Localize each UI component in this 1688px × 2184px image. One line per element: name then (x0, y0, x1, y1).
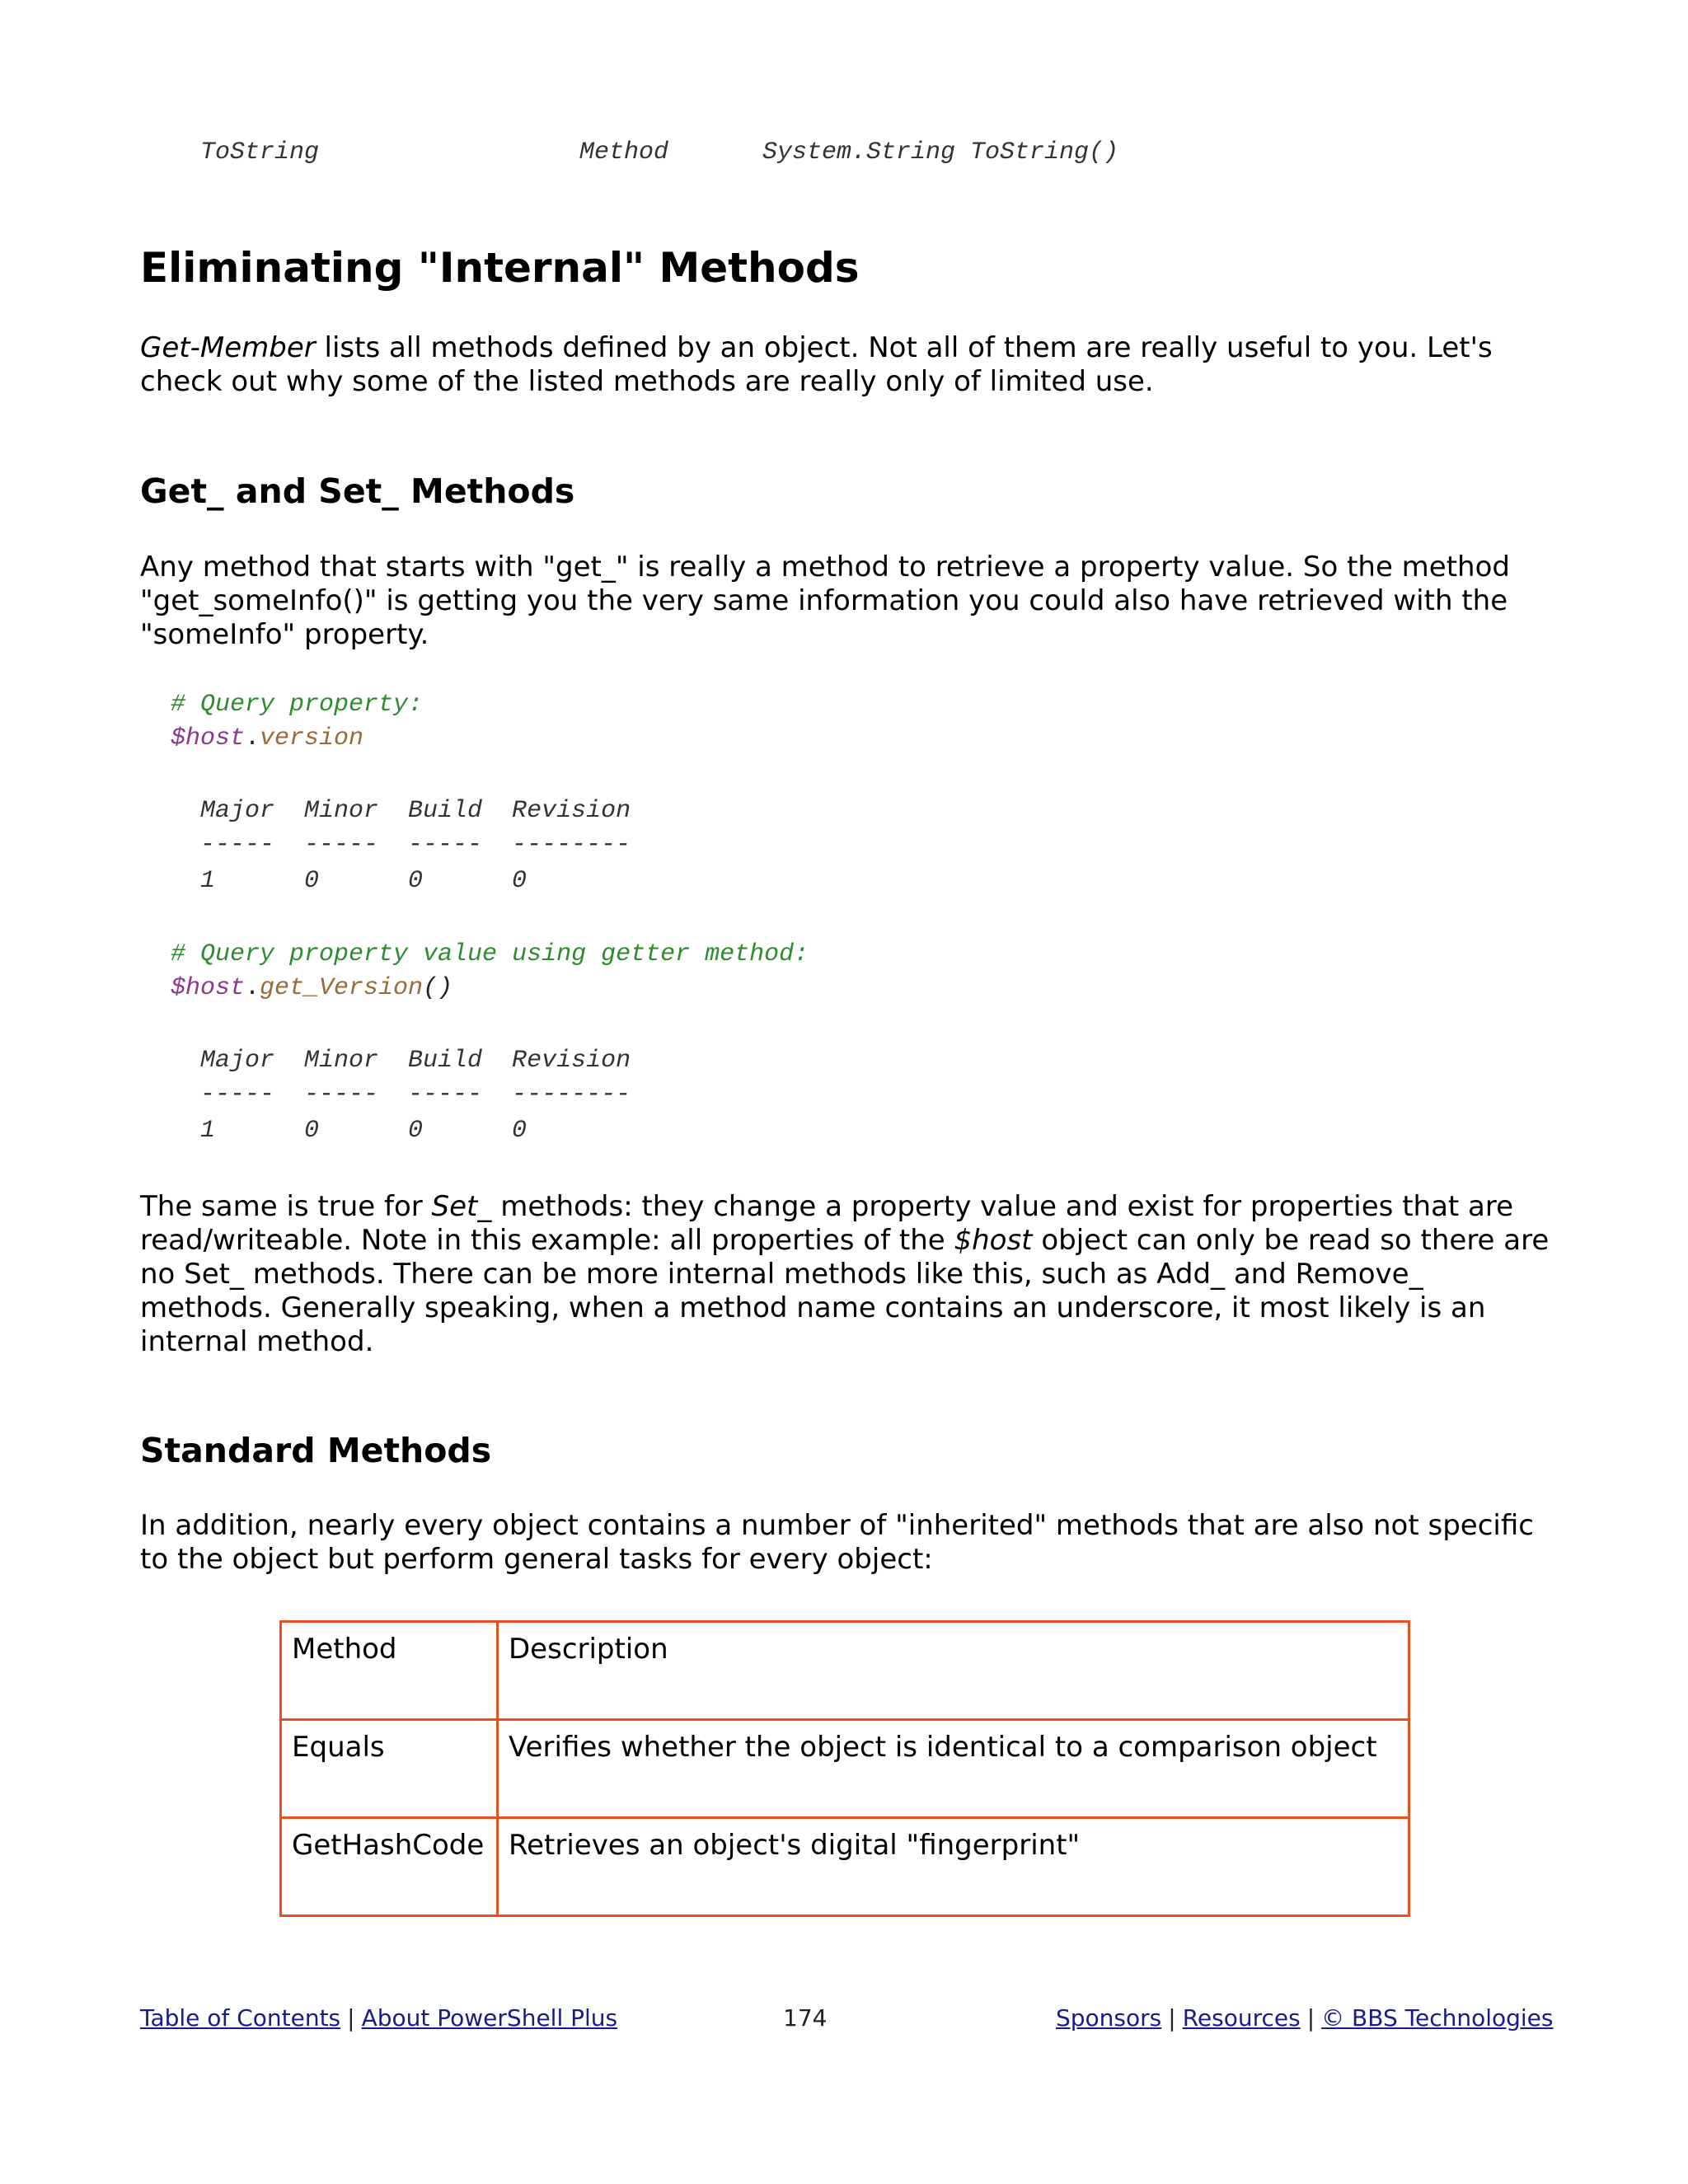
section-heading-get-set-methods: Get_ and Set_ Methods (140, 471, 575, 511)
text-part: The same is true for (140, 1190, 432, 1223)
section-heading-eliminating-internal-methods: Eliminating "Internal" Methods (140, 244, 860, 292)
get-member-emphasis: Get-Member (140, 331, 316, 364)
table-cell-method: Equals (281, 1720, 498, 1818)
output-header: Major Minor Build Revision (200, 1047, 631, 1075)
code-dot: . (245, 974, 260, 1002)
set-emphasis: Set_ (431, 1190, 492, 1223)
text-part: methods: they change a property value and exist for properties that are read/writeable. Note in this example: all properties of the (140, 1190, 1514, 1257)
table-header-cell: Method (281, 1622, 498, 1720)
code-comment-getter-method: # Query property value using getter method: (171, 940, 809, 968)
code-member-type: Method (579, 138, 669, 166)
table-cell-description: Retrieves an object's digital "fingerprint" (498, 1818, 1409, 1916)
table-header-row (281, 1622, 1409, 1720)
output-dashes: ----- ----- ----- -------- (200, 831, 631, 859)
code-member: get_Version (260, 974, 424, 1002)
copyright-link[interactable]: © BBS Technologies (1321, 2004, 1554, 2032)
page-number: 174 (783, 2004, 828, 2032)
footer-separator: | (1306, 2004, 1315, 2032)
code-member-name: ToString (200, 138, 320, 166)
host-emphasis: $host (954, 1224, 1033, 1257)
section-intro-paragraph (140, 331, 1558, 399)
code-variable: $host (171, 974, 246, 1002)
code-member: version (260, 724, 364, 752)
code-comment-query-property: # Query property: (171, 691, 424, 719)
text-part: object can only be read so there are no Set_ methods. There can be more internal methods like this, such as Add_ and Remove_ methods. Generally speaking, when a method name contains an underscore, it most likely is an internal method. (140, 1224, 1550, 1358)
table-cell-description: Verifies whether the object is identical to a comparison object (498, 1720, 1409, 1818)
code-line-host-version (171, 724, 363, 752)
about-powershell-plus-link[interactable]: About PowerShell Plus (361, 2004, 618, 2032)
footer-separator: | (347, 2004, 355, 2032)
resources-link[interactable]: Resources (1182, 2004, 1301, 2032)
standard-methods-table (279, 1620, 1410, 1917)
section-heading-standard-methods: Standard Methods (140, 1431, 492, 1470)
output-values: 1 0 0 0 (200, 867, 528, 895)
get-methods-paragraph: Any method that starts with "get_" is really a method to retrieve a property value. So the method "get_someInfo()" is getting you the very same information you could also have retrieved with the "someInfo" property. (140, 551, 1510, 651)
standard-methods-paragraph: In addition, nearly every object contains a number of "inherited" methods that are also not specific to the object but perform general tasks for every object: (140, 1509, 1534, 1576)
footer-left-links (140, 2004, 617, 2032)
sponsors-link[interactable]: Sponsors (1056, 2004, 1162, 2032)
code-line-host-get-version (171, 974, 452, 1002)
intro-text: lists all methods defined by an object. Not all of them are really useful to you. Let's check out why some of the listed methods are really only of limited use. (140, 331, 1493, 398)
output-header: Major Minor Build Revision (200, 797, 631, 825)
footer-right-links (1056, 2004, 1554, 2032)
output-dashes: ----- ----- ----- -------- (200, 1080, 631, 1108)
table-row (281, 1818, 1409, 1916)
code-member-definition: System.String ToString() (762, 138, 1119, 166)
table-row (281, 1720, 1409, 1818)
set-methods-paragraph (140, 1190, 1558, 1359)
footer-separator: | (1168, 2004, 1176, 2032)
code-variable: $host (171, 724, 246, 752)
code-dot: . (245, 724, 260, 752)
table-cell-method: GetHashCode (281, 1818, 498, 1916)
code-parens: () (423, 974, 453, 1002)
table-header-cell: Description (498, 1622, 1409, 1720)
table-of-contents-link[interactable]: Table of Contents (140, 2004, 341, 2032)
output-values: 1 0 0 0 (200, 1117, 528, 1145)
